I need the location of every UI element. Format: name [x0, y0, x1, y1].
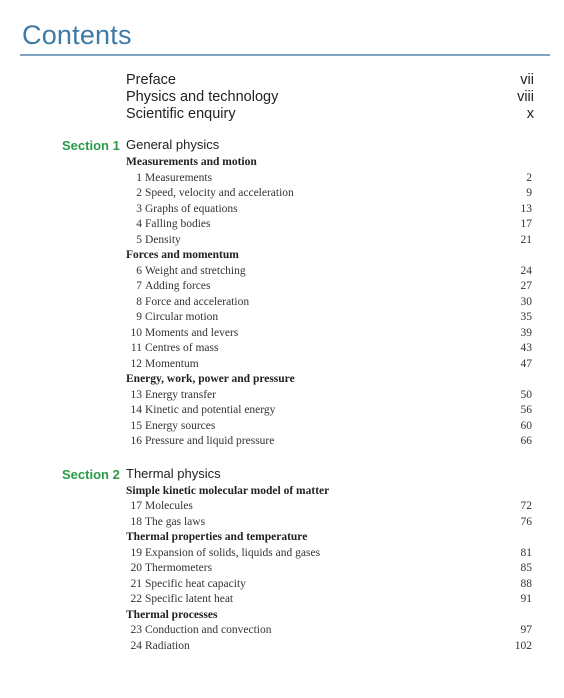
chapter-title: Energy sources [145, 419, 216, 432]
topic-group-title: Energy, work, power and pressure [126, 373, 295, 385]
chapter-entry[interactable] [0, 341, 564, 357]
chapter-page: 27 [520, 280, 532, 292]
chapter-page: 97 [520, 624, 532, 636]
chapter-number: 5 [136, 233, 142, 246]
chapter-entry[interactable] [0, 623, 564, 639]
chapter-title: Density [145, 233, 181, 246]
chapter-entry[interactable] [0, 388, 564, 404]
chapter-number: 13 [130, 388, 142, 401]
chapter-entry[interactable] [0, 326, 564, 342]
chapter-page: 76 [520, 515, 532, 528]
chapter-title: Falling bodies [145, 218, 211, 230]
chapter-title: Kinetic and potential energy [145, 404, 276, 416]
chapter-entry[interactable] [0, 434, 564, 450]
front-matter-page: viii [517, 89, 534, 105]
chapter-title: Measurements [145, 171, 213, 184]
chapter-entry[interactable] [0, 295, 564, 311]
chapter-number: 6 [136, 264, 142, 277]
page-title: Contents [22, 20, 132, 50]
chapter-page: 9 [526, 187, 532, 199]
chapter-page: 24 [520, 264, 532, 277]
chapter-page: 88 [520, 577, 532, 590]
chapter-title: Specific heat capacity [145, 577, 246, 590]
chapter-title: Adding forces [145, 280, 211, 292]
chapter-page: 47 [520, 357, 532, 370]
chapter-page: 56 [520, 404, 532, 416]
chapter-page: 72 [520, 500, 532, 512]
chapter-page: 21 [520, 233, 532, 246]
front-matter-item[interactable] [0, 106, 564, 123]
chapter-title: The gas laws [145, 515, 206, 528]
chapter-number: 3 [136, 202, 142, 215]
sections [0, 137, 564, 654]
chapter-title: Molecules [145, 500, 193, 512]
chapter-title: Pressure and liquid pressure [145, 435, 275, 447]
chapter-entry[interactable] [0, 357, 564, 373]
chapter-title: Moments and levers [145, 326, 239, 339]
chapter-page: 60 [520, 419, 532, 432]
chapter-entry[interactable] [0, 499, 564, 515]
chapter-number: 17 [130, 500, 142, 512]
chapter-page: 81 [520, 546, 532, 559]
chapter-title: Momentum [145, 357, 199, 370]
front-matter-label: Scientific enquiry [126, 106, 236, 122]
chapter-page: 85 [520, 562, 532, 574]
chapter-title: Circular motion [145, 311, 219, 323]
front-matter-page: vii [520, 72, 534, 88]
chapter-entry[interactable] [0, 202, 564, 218]
chapter-number: 21 [130, 577, 142, 590]
chapter-entry[interactable] [0, 515, 564, 531]
chapter-title: Conduction and convection [145, 624, 272, 636]
topic-group-title: Simple kinetic molecular model of matter [126, 484, 330, 497]
topic-group-heading [0, 155, 564, 171]
chapter-page: 35 [520, 311, 532, 323]
chapter-number: 19 [130, 546, 142, 559]
chapter-title: Expansion of solids, liquids and gases [145, 546, 321, 559]
chapter-entry[interactable] [0, 639, 564, 655]
chapter-title: Force and acceleration [145, 295, 250, 308]
chapter-title: Centres of mass [145, 342, 219, 354]
chapter-page: 39 [520, 326, 532, 339]
chapter-number: 24 [130, 639, 142, 652]
chapter-number: 22 [130, 593, 142, 605]
front-matter-item[interactable] [0, 72, 564, 89]
topic-group-title: Measurements and motion [126, 156, 257, 168]
chapter-number: 18 [130, 515, 142, 528]
chapter-number: 9 [136, 311, 142, 323]
chapter-entry[interactable] [0, 233, 564, 249]
chapter-entry[interactable] [0, 310, 564, 326]
topic-group-heading [0, 530, 564, 546]
chapter-page: 43 [520, 342, 532, 354]
title-divider [20, 54, 550, 56]
front-matter-item[interactable] [0, 89, 564, 106]
front-matter [0, 72, 564, 123]
section-number: Section 2 [62, 466, 120, 482]
chapter-entry[interactable] [0, 561, 564, 577]
chapter-entry[interactable] [0, 264, 564, 280]
chapter-title: Speed, velocity and acceleration [145, 187, 294, 199]
contents-list [0, 72, 564, 654]
chapter-page: 91 [520, 593, 532, 605]
chapter-title: Radiation [145, 639, 190, 652]
section-heading[interactable] [0, 466, 564, 484]
section-title: Thermal physics [126, 465, 221, 481]
section-block [0, 466, 564, 655]
chapter-number: 23 [130, 624, 142, 636]
chapter-number: 15 [130, 419, 142, 432]
chapter-entry[interactable] [0, 546, 564, 562]
chapter-entry[interactable] [0, 186, 564, 202]
topic-group-heading [0, 608, 564, 624]
chapter-entry[interactable] [0, 592, 564, 608]
front-matter-label: Physics and technology [126, 89, 279, 105]
topic-group-title: Thermal processes [126, 608, 218, 621]
topic-group-heading [0, 372, 564, 388]
topic-group-title: Forces and momentum [126, 249, 239, 261]
chapter-number: 16 [130, 435, 142, 447]
chapter-entry[interactable] [0, 171, 564, 187]
chapter-number: 7 [136, 280, 142, 292]
chapter-number: 2 [136, 187, 142, 199]
chapter-number: 12 [130, 357, 142, 370]
chapter-number: 4 [136, 218, 142, 230]
chapter-page: 17 [520, 218, 532, 230]
chapter-page: 30 [520, 295, 532, 308]
chapter-page: 66 [520, 435, 532, 447]
section-block [0, 137, 564, 450]
chapter-title: Energy transfer [145, 388, 216, 401]
chapter-page: 2 [526, 171, 532, 184]
chapter-number: 8 [136, 295, 142, 308]
topic-group-heading [0, 484, 564, 500]
chapter-title: Weight and stretching [145, 264, 246, 277]
chapter-title: Specific latent heat [145, 593, 234, 605]
chapter-number: 14 [130, 404, 142, 416]
section-heading[interactable] [0, 137, 564, 155]
topic-group-title: Thermal properties and temperature [126, 531, 308, 543]
chapter-page: 13 [520, 202, 532, 215]
chapter-entry[interactable] [0, 279, 564, 295]
chapter-entry[interactable] [0, 577, 564, 593]
chapter-number: 1 [136, 171, 142, 184]
chapter-number: 10 [130, 326, 142, 339]
section-title: General physics [126, 137, 220, 152]
chapter-title: Graphs of equations [145, 202, 238, 215]
topic-group-heading [0, 248, 564, 264]
chapter-entry[interactable] [0, 217, 564, 233]
chapter-title: Thermometers [145, 562, 213, 574]
chapter-page: 50 [520, 388, 532, 401]
chapter-entry[interactable] [0, 403, 564, 419]
chapter-page: 102 [514, 639, 532, 652]
front-matter-page: x [526, 106, 534, 122]
front-matter-label: Preface [126, 72, 176, 88]
chapter-entry[interactable] [0, 419, 564, 435]
section-number: Section 1 [62, 138, 120, 153]
chapter-number: 20 [130, 562, 142, 574]
chapter-number: 11 [130, 342, 142, 354]
